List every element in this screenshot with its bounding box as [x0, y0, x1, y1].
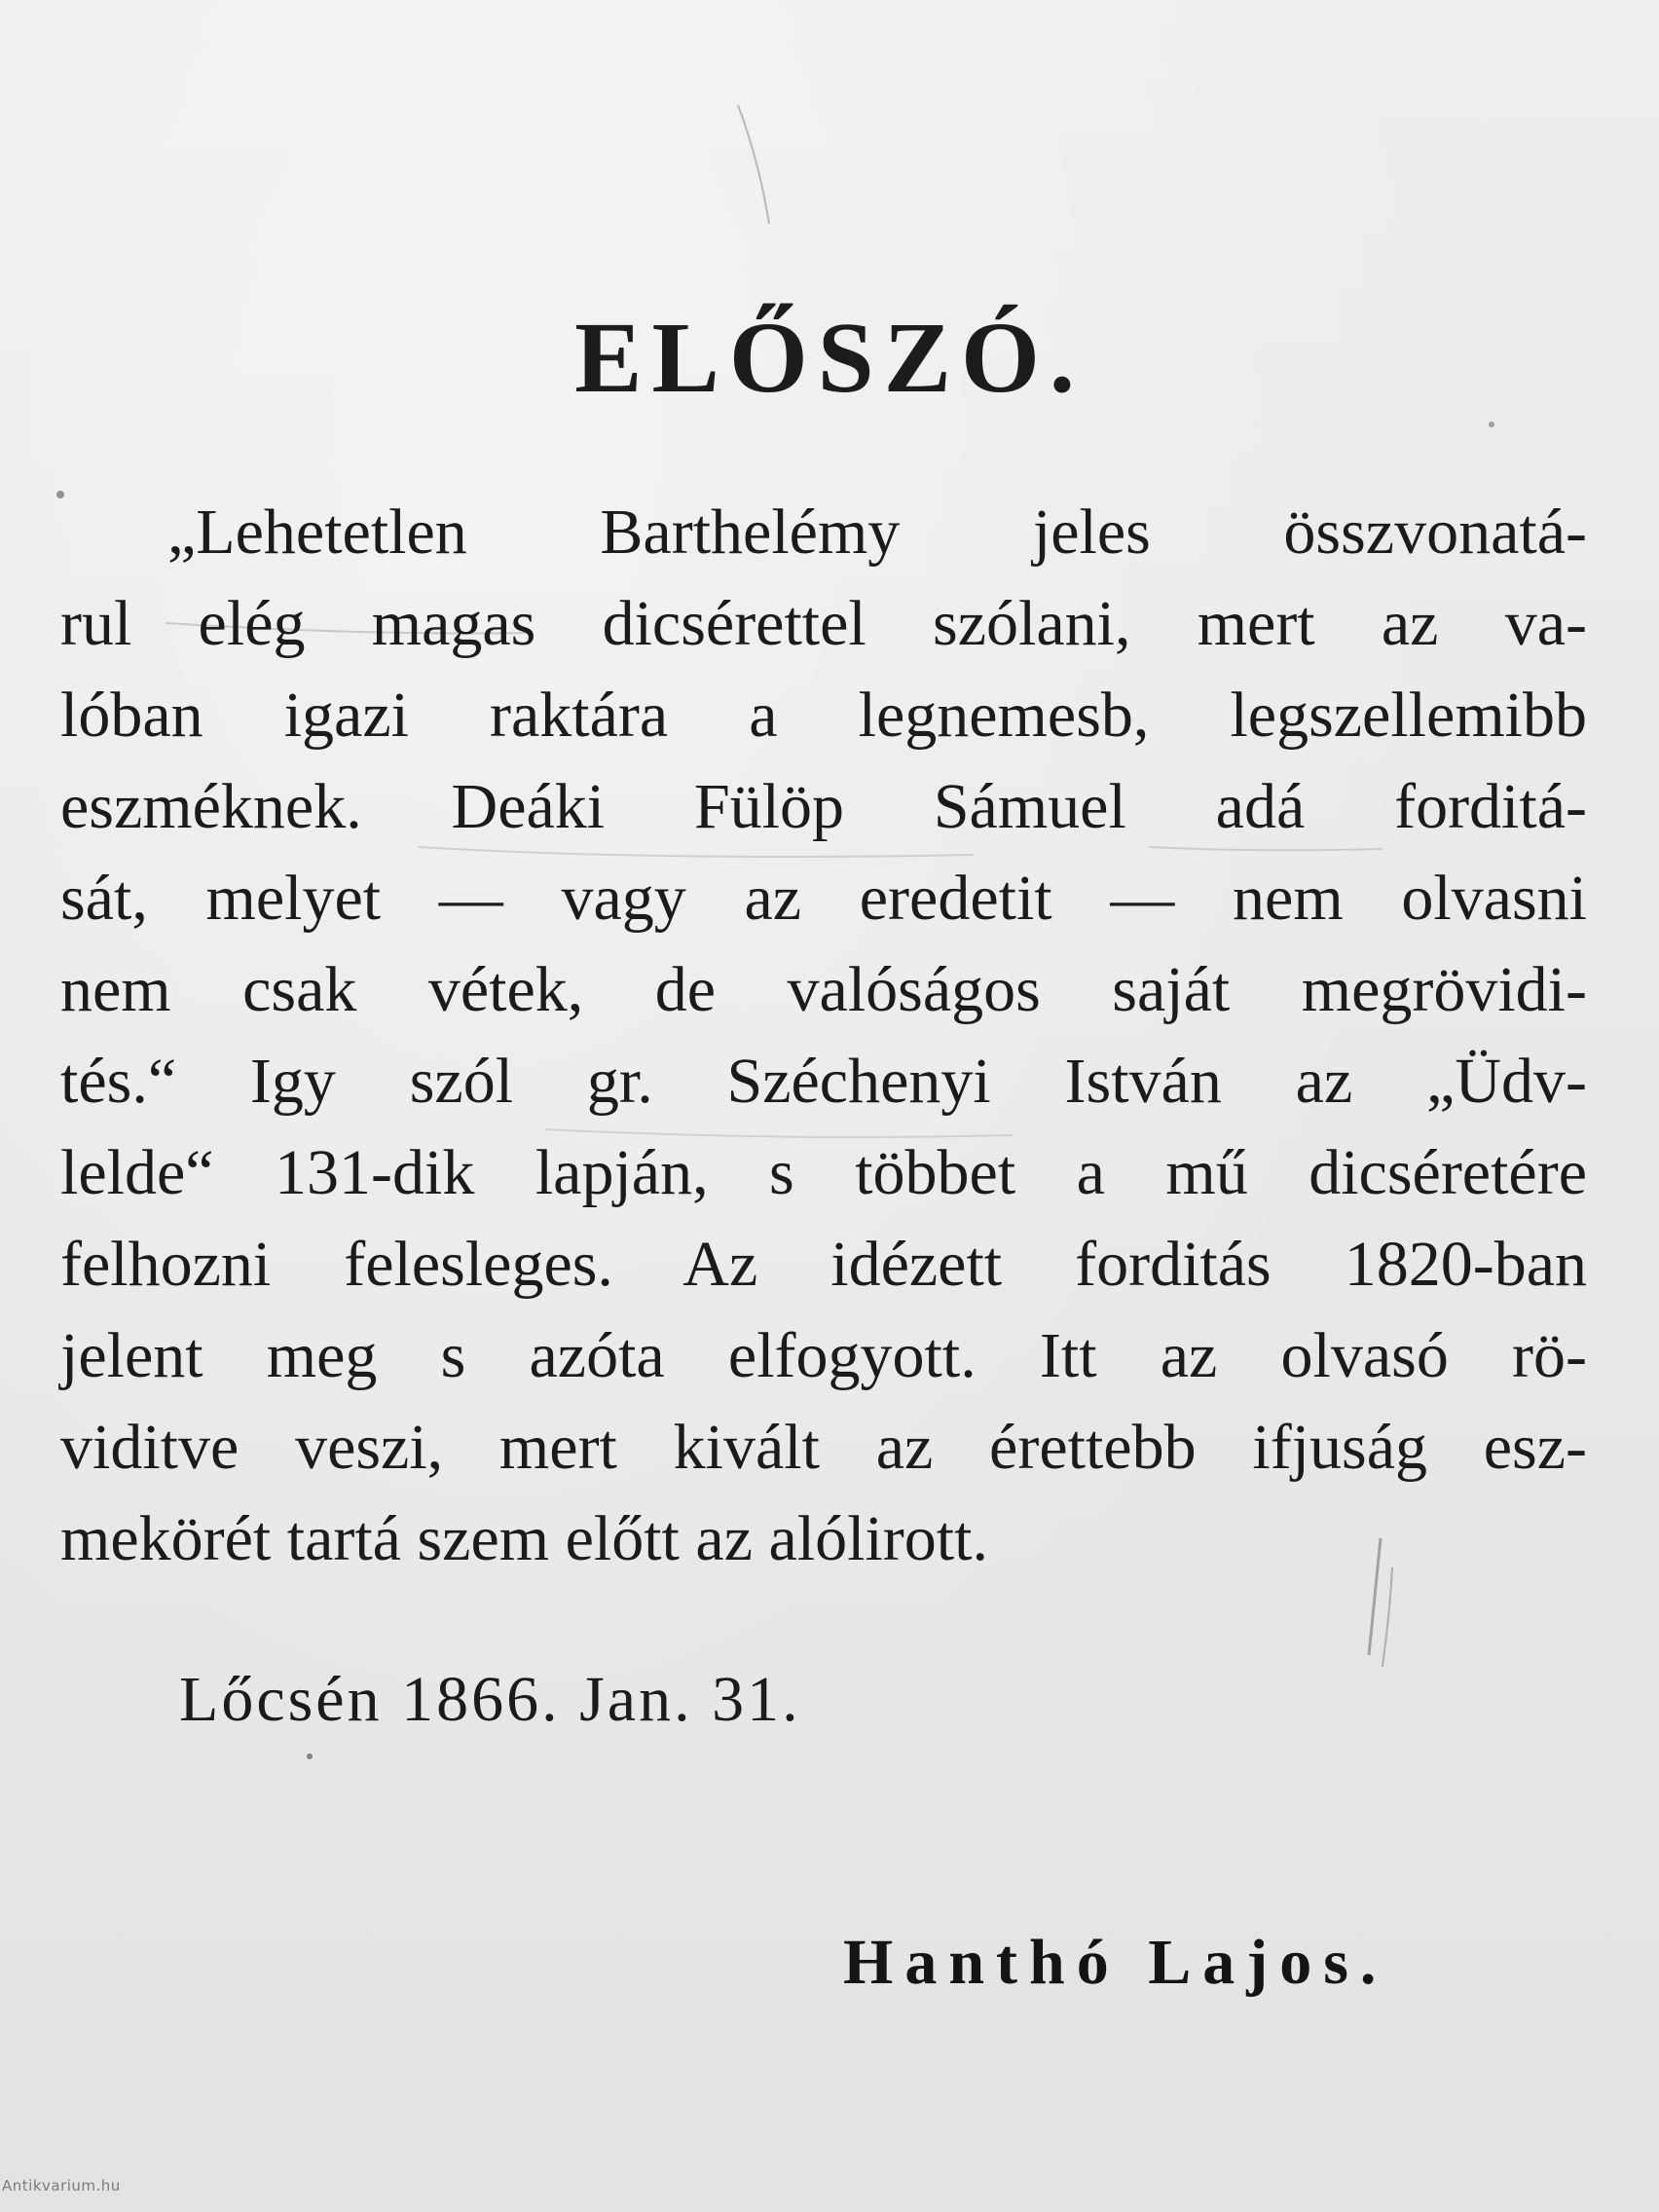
paragraph-line: eszméknek. Deáki Fülöp Sámuel adá forditá-	[60, 771, 1587, 842]
paragraph-line: rul elég magas dicsérettel szólani, mert az va-	[60, 588, 1587, 659]
paragraph-line: nem csak vétek, de valóságos saját megrövidi-	[60, 954, 1587, 1025]
paragraph-line: jelent meg s azóta elfogyott. Itt az olvasó rö-	[60, 1320, 1587, 1391]
paragraph-line: felhozni felesleges. Az idézett forditás 1820-ban	[60, 1229, 1587, 1300]
paragraph-line: „Lehetetlen Barthelémy jeles összvonatá-	[167, 497, 1587, 568]
paragraph-line: mekörét tartá szem előtt az alólirott.	[60, 1503, 988, 1574]
page-title: ELŐSZÓ.	[574, 302, 1085, 414]
preface-paragraph	[60, 487, 1587, 1585]
paragraph-line: viditve veszi, mert kivált az érettebb ifjuság esz-	[60, 1412, 1587, 1483]
paragraph-line: lóban igazi raktára a legnemesb, legszellemibb	[60, 680, 1587, 751]
place-date: Lőcsén 1866. Jan. 31.	[179, 1664, 801, 1735]
paragraph-line: sát, melyet — vagy az eredetit — nem olvasni	[60, 863, 1587, 934]
paragraph-line: lelde“ 131-dik lapján, s többet a mű dicséretére	[60, 1137, 1587, 1208]
paragraph-line: tés.“ Igy szól gr. Széchenyi István az „Üdv-	[60, 1046, 1587, 1117]
watermark: Antikvarium.hu	[2, 2177, 121, 2194]
author-signature: Hanthó Lajos.	[843, 1927, 1388, 1998]
